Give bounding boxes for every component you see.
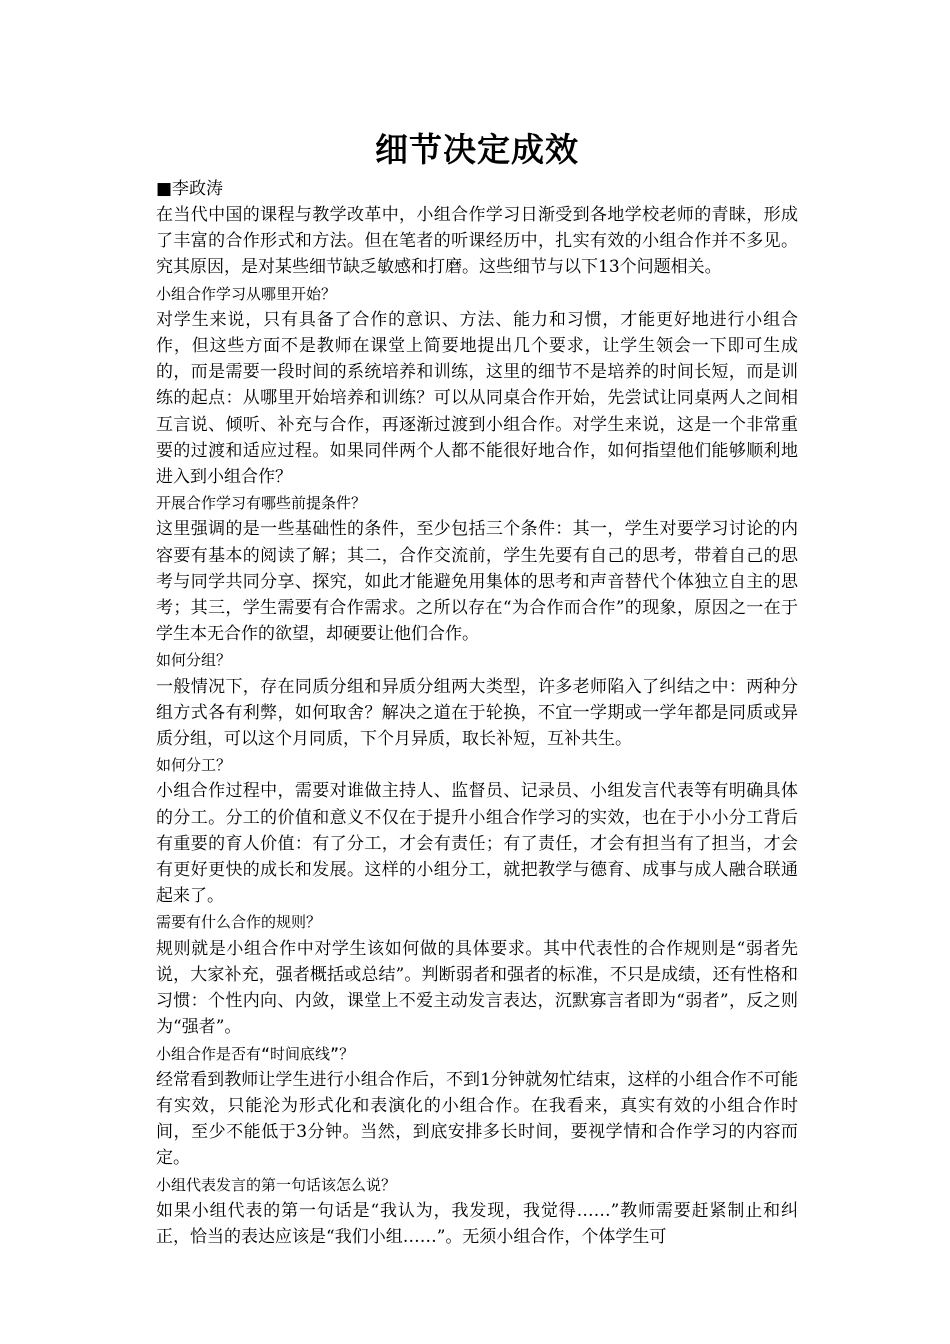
section-heading-rules: 需要有什么合作的规则？ [156,913,322,932]
section-heading-grouping: 如何分组？ [156,651,232,670]
section-body-start: 对学生来说，只有具备了合作的意识、方法、能力和习惯，才能更好地进行小组合作，但这些方面不是教师在课堂上简要地提出几个要求，让学生领会一下即可生成的，而是需要一段时间的系统培养和训练，这里的细节不是培养的时间长短，而是训练的起点：从哪里开始培养和训练？可以从同桌合作开始，先尝试让同桌两人之间相互言说、倾听、补充与合作，再逐渐过渡到小组合作。对学生来说，这是一个非常重要的过渡和适应过程。如果同伴两个人都不能很好地合作，如何指望他们能够顺利地进入到小组合作？ [156,309,798,488]
section-body-first-sentence: 如果小组代表的第一句话是“我认为，我发现，我觉得……”教师需要赶紧制止和纠正，恰当的表达应该是“我们小组……”。无须小组合作，个体学生可 [156,1200,798,1247]
intro-paragraph: 在当代中国的课程与教学改革中，小组合作学习日渐受到各地学校老师的青睐，形成了丰富的合作形式和方法。但在笔者的听课经历中，扎实有效的小组合作并不多见。究其原因，是对某些细节缺乏敏感和打磨。这些细节与以下13个问题相关。 [156,205,798,278]
article-title: 细节决定成效 [375,130,579,169]
section-heading-first-sentence: 小组代表发言的第一句话该怎么说？ [156,1175,397,1194]
section-heading-time: 小组合作是否有“时间底线”？ [156,1044,355,1063]
section-body-grouping: 一般情况下，存在同质分组和异质分组两大类型，许多老师陷入了纠结之中：两种分组方式各有利弊，如何取舍？解决之道在于轮换，不宜一学期或一学年都是同质或异质分组，可以这个月同质，下个月异质，取长补短，互补共生。 [156,676,798,750]
section-body-division: 小组合作过程中，需要对谁做主持人、监督员、记录员、小组发言代表等有明确具体的分工。分工的价值和意义不仅在于提升小组合作学习的实效，也在于小小分工背后有重要的育人价值：有了分工，才会有责任；有了责任，才会有担当有了担当，才会有更好更快的成长和发展。这样的小组分工，就把教学与德育、成事与成人融合联通起来了。 [156,781,798,907]
document-page [156,128,798,1250]
section-body-preconditions: 这里强调的是一些基础性的条件，至少包括三个条件：其一，学生对要学习讨论的内容要有基本的阅读了解；其二，合作交流前，学生先要有自己的思考，带着自己的思考与同学共同分享、探究，如此才能避免用集体的思考和声音替代个体独立自主的思考；其三，学生需要有合作需求。之所以存在“为合作而合作”的现象，原因之一在于学生本无合作的欲望，却硬要让他们合作。 [156,519,798,645]
section-heading-division: 如何分工？ [156,756,232,775]
author-byline: ■李政涛 [156,179,224,199]
section-body-rules: 规则就是小组合作中对学生该如何做的具体要求。其中代表性的合作规则是“弱者先说，大家补充，强者概括或总结”。判断弱者和强者的标准，不只是成绩，还有性格和习惯：个性内向、内敛，课堂上不爱主动发言表达，沉默寡言者即为“弱者”，反之则为“强者”。 [156,938,798,1038]
section-body-time: 经常看到教师让学生进行小组合作后，不到1分钟就匆忙结束，这样的小组合作不可能有实效，只能沦为形式化和表演化的小组合作。在我看来，真实有效的小组合作时间，至少不能低于3分钟。当然，到底安排多长时间，要视学情和合作学习的内容而定。 [156,1069,798,1169]
section-heading-start: 小组合作学习从哪里开始？ [156,284,337,303]
section-heading-preconditions: 开展合作学习有哪些前提条件？ [156,494,367,513]
